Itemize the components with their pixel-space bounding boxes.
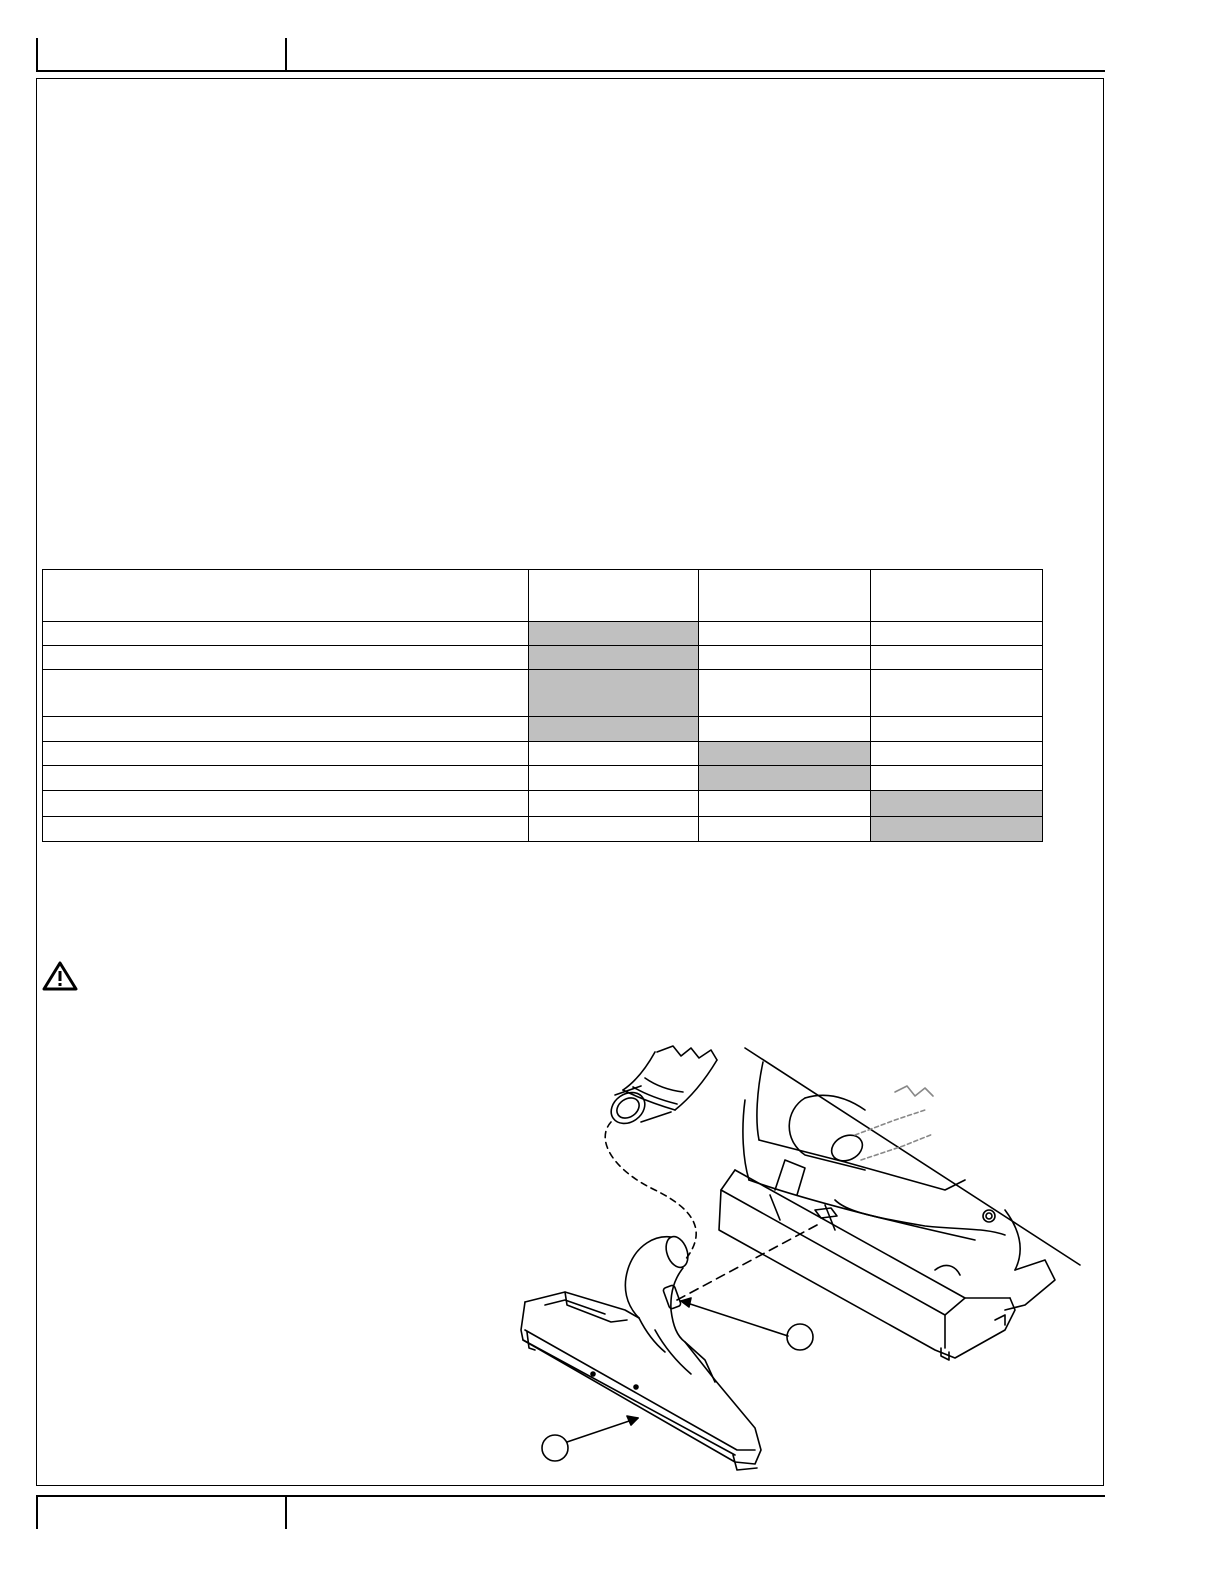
table-cell-highlighted (871, 791, 1043, 817)
footer-divider (285, 1495, 287, 1529)
table-row-label (43, 742, 529, 766)
table-cell-highlighted (699, 742, 871, 766)
table-cell-highlighted (871, 817, 1043, 842)
footer-rule (36, 1495, 1105, 1497)
compatibility-table (42, 569, 1043, 842)
table-row-label (43, 817, 529, 842)
callout-leader-line (681, 1301, 788, 1336)
table-header-row (43, 570, 1043, 622)
table-header-cell (529, 570, 699, 622)
table-row (43, 717, 1043, 742)
table-cell (699, 717, 871, 742)
table-cell (871, 742, 1043, 766)
table-cell (699, 646, 871, 670)
table-row-label (43, 670, 529, 717)
table-cell-highlighted (529, 622, 699, 646)
table-cell-highlighted (529, 717, 699, 742)
table-cell (871, 766, 1043, 791)
callout-leader-line (567, 1418, 638, 1442)
table-cell (871, 717, 1043, 742)
table-cell (699, 622, 871, 646)
table-cell-highlighted (699, 766, 871, 791)
table-row (43, 791, 1043, 817)
table-row (43, 622, 1043, 646)
table-header-cell (699, 570, 871, 622)
header-rule (36, 70, 1105, 72)
table-cell (529, 817, 699, 842)
squeegee-installation-drawing (505, 1030, 1105, 1485)
warning-triangle-icon (42, 961, 78, 991)
hose-path-dashed (605, 1122, 696, 1260)
table-body (43, 570, 1043, 842)
table-cell-highlighted (529, 670, 699, 717)
table-cell (529, 766, 699, 791)
table-cell (699, 670, 871, 717)
table-row (43, 766, 1043, 791)
machine-body-illustration (719, 1048, 1080, 1360)
table-header-cell (43, 570, 529, 622)
table-cell (871, 670, 1043, 717)
table-row (43, 742, 1043, 766)
callout-circle (542, 1435, 568, 1461)
table-cell (529, 791, 699, 817)
table-row-label (43, 766, 529, 791)
table-row-label (43, 717, 529, 742)
table-row-label (43, 646, 529, 670)
table-cell (871, 646, 1043, 670)
alignment-line-dashed (677, 1225, 817, 1300)
callout-circle (787, 1324, 813, 1350)
table-cell (699, 791, 871, 817)
callout-arrowhead (627, 1416, 638, 1425)
table-cell (529, 742, 699, 766)
table-row (43, 646, 1043, 670)
table-header-cell (871, 570, 1043, 622)
footer-left-tick (36, 1495, 38, 1529)
table-row-label (43, 791, 529, 817)
table-cell (699, 817, 871, 842)
header-left-tick (36, 38, 38, 72)
vacuum-hose-illustration (605, 1046, 717, 1130)
table-row (43, 817, 1043, 842)
table-row (43, 670, 1043, 717)
table-cell (871, 622, 1043, 646)
callout-arrowhead (681, 1298, 691, 1307)
table-row-label (43, 622, 529, 646)
header-divider (285, 38, 287, 72)
table-cell-highlighted (529, 646, 699, 670)
